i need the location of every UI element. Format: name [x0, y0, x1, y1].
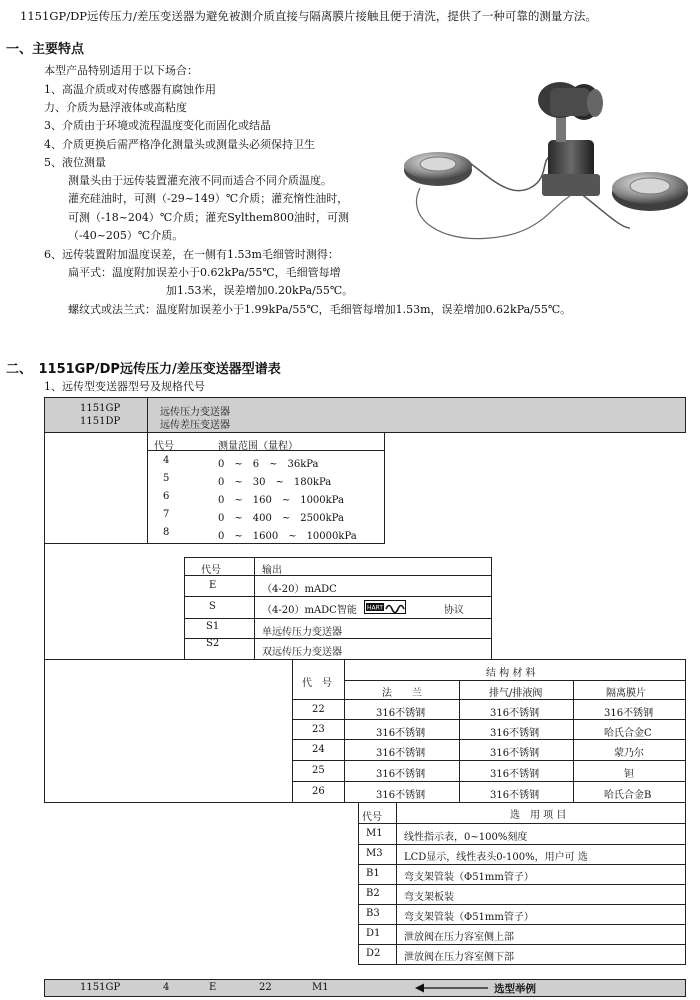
- material-code: 23: [312, 724, 325, 735]
- feature-line: 3、介质由于环境或流程温度变化而固化或结晶: [44, 119, 271, 132]
- model-code: 1151DP: [80, 416, 121, 427]
- svg-text:HART: HART: [366, 604, 384, 612]
- material-flange: 316不锈钢: [376, 769, 426, 780]
- range-code: 4: [163, 455, 170, 466]
- option-code: D1: [366, 928, 381, 939]
- output-code-header: 代号: [201, 565, 221, 576]
- material-valve: 316不锈钢: [490, 708, 540, 719]
- option-code-header: 代号: [362, 812, 382, 823]
- feature-line: 测量头由于远传装置灌充液不同而适合不同介质温度。: [68, 174, 332, 187]
- feature-line: 4、介质更换后需严格净化测量头或测量头必须保持卫生: [44, 138, 315, 151]
- section1-title: 一、主要特点: [6, 42, 85, 57]
- example-model: 1151GP: [80, 982, 121, 993]
- material-code: 22: [312, 704, 325, 715]
- example-row: [44, 979, 686, 997]
- material-code-header: 代 号: [302, 678, 332, 689]
- range-code: 8: [163, 527, 170, 538]
- feature-line: 螺纹式或法兰式：温度附加误差小于1.99kPa/55℃，毛细管每增加1.53m，误差增加0.62kPa/55℃。: [68, 303, 572, 316]
- example-range: 4: [163, 982, 170, 993]
- output-desc: 双远传压力变送器: [262, 647, 342, 658]
- output-code: E: [209, 580, 217, 591]
- material-diaphragm: 哈氏合金B: [604, 790, 652, 801]
- material-code: 26: [312, 786, 325, 797]
- material-code: 25: [312, 765, 325, 776]
- example-material: 22: [259, 982, 272, 993]
- output-code: S1: [206, 621, 220, 632]
- feature-line: 加1.53米，误差增加0.20kPa/55℃。: [166, 284, 354, 297]
- material-diaphragm: 钽: [624, 769, 634, 780]
- option-code: B3: [366, 908, 380, 919]
- material-group-header: 结 构 材 料: [486, 668, 536, 679]
- feature-line: 6、远传装置附加温度误差，在一侧有1.53m毛细管时测得：: [44, 248, 339, 261]
- model-code: 1151GP: [80, 403, 121, 414]
- option-desc-header: 选 用 项 目: [510, 810, 567, 821]
- material-diaphragm: 哈氏合金C: [604, 728, 652, 739]
- range-desc: 0 ~ 160 ~ 1000kPa: [218, 495, 344, 506]
- output-desc: （4-20）mADC智能: [262, 605, 357, 616]
- section2-title: 二、 1151GP/DP远传压力/差压变送器型谱表: [6, 362, 281, 377]
- material-diaphragm: 316不锈钢: [604, 708, 654, 719]
- option-desc: LCD显示，线性表头0-100%，用户可 选: [404, 852, 588, 863]
- material-diaphragm: 蒙乃尔: [614, 748, 644, 759]
- feature-line: 1、高温介质或对传感器有腐蚀作用: [44, 83, 216, 96]
- option-desc: 泄放阀在压力容室侧下部: [404, 952, 514, 963]
- feature-line: （-40~205）℃介质。: [68, 229, 184, 242]
- range-desc: 0 ~ 30 ~ 180kPa: [218, 477, 332, 488]
- example-label: 选型举例: [494, 983, 536, 995]
- material-valve: 316不锈钢: [490, 769, 540, 780]
- intro-text: 1151GP/DP远传压力/差压变送器为避免被测介质直接与隔离膜片接触且便于清洗，提供了一种可靠的测量方法。: [20, 9, 597, 23]
- example-option: M1: [312, 982, 329, 993]
- section2-subtitle: 1、远传型变送器型号及规格代号: [44, 380, 205, 393]
- material-valve: 316不锈钢: [490, 728, 540, 739]
- material-valve: 316不锈钢: [490, 748, 540, 759]
- range-code-header: 代号: [154, 441, 174, 452]
- output-desc: （4-20）mADC: [262, 584, 337, 595]
- feature-line: 力、介质为悬浮液体或高粘度: [44, 101, 187, 114]
- range-desc-header: 测量范围（量程）: [218, 441, 298, 452]
- model-row: [44, 397, 686, 433]
- feature-line: 本型产品特别适用于以下场合：: [44, 64, 198, 77]
- feature-line: 5、液位测量: [44, 156, 106, 169]
- material-flange: 316不锈钢: [376, 728, 426, 739]
- material-col-header: 法 兰: [382, 688, 422, 699]
- material-flange: 316不锈钢: [376, 708, 426, 719]
- material-col-header: 隔离膜片: [606, 688, 646, 699]
- feature-line: 扁平式：温度附加误差小于0.62kPa/55℃，毛细管每增: [68, 266, 341, 279]
- option-desc: 线性指示表，0~100%刻度: [404, 832, 528, 843]
- material-flange: 316不锈钢: [376, 790, 426, 801]
- option-code: D2: [366, 948, 381, 959]
- range-desc: 0 ~ 6 ~ 36kPa: [218, 459, 319, 470]
- example-output: E: [209, 982, 217, 993]
- option-code: M1: [366, 828, 383, 839]
- range-code: 6: [163, 491, 170, 502]
- range-code: 7: [163, 509, 170, 520]
- output-extra: 协议: [444, 605, 464, 616]
- feature-line: 可测（-18~204）℃介质；灌充Sylthem800油时，可测: [68, 211, 349, 224]
- option-code: B1: [366, 868, 380, 879]
- model-desc: 远传差压变送器: [160, 420, 230, 431]
- option-desc: 弯支架板装: [404, 892, 454, 903]
- option-code: M3: [366, 848, 383, 859]
- transmitter-photo: [400, 78, 692, 250]
- model-desc: 远传压力变送器: [160, 407, 230, 418]
- range-code: 5: [163, 473, 170, 484]
- hart-logo-icon: [364, 600, 406, 614]
- material-code: 24: [312, 744, 325, 755]
- option-code: B2: [366, 888, 380, 899]
- output-code: S2: [206, 638, 220, 649]
- material-valve: 316不锈钢: [490, 790, 540, 801]
- feature-line: 灌充硅油时，可测（-29~149）℃介质；灌充惰性油时，: [68, 192, 349, 205]
- option-desc: 泄放阀在压力容室侧上部: [404, 932, 514, 943]
- output-desc-header: 输出: [262, 565, 282, 576]
- material-flange: 316不锈钢: [376, 748, 426, 759]
- option-desc: 弯支架管装（Φ51mm管子）: [404, 912, 534, 923]
- range-desc: 0 ~ 400 ~ 2500kPa: [218, 513, 344, 524]
- output-code: S: [209, 601, 216, 612]
- range-desc: 0 ~ 1600 ~ 10000kPa: [218, 531, 357, 542]
- output-desc: 单远传压力变送器: [262, 627, 342, 638]
- material-col-header: 排气/排液阀: [489, 688, 543, 699]
- arrow-left-icon: [414, 982, 490, 994]
- option-desc: 弯支架管装（Φ51mm管子）: [404, 872, 534, 883]
